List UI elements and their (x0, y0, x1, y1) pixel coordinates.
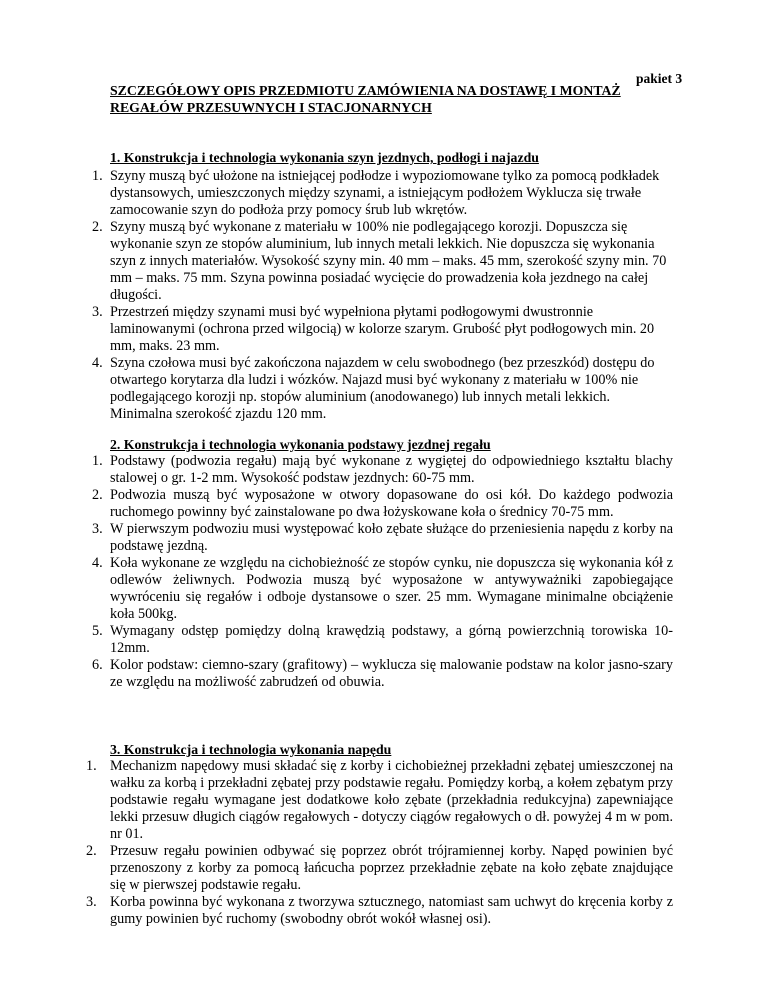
document-title: SZCZEGÓŁOWY OPIS PRZEDMIOTU ZAMÓWIENIA NA DOSTAWĘ I MONTAŻ REGAŁÓW PRZESUWNYCH I STACJONARNYCH (110, 83, 621, 115)
item-number: 2. (92, 487, 103, 503)
list-item (0, 168, 668, 219)
section-heading: 1. Konstrukcja i technologia wykonania szyn jezdnych, podłogi i najazdu (110, 150, 539, 165)
list-item (0, 657, 673, 691)
list-item (0, 521, 673, 555)
list-item (0, 453, 673, 487)
section-list (0, 758, 673, 928)
section-list (0, 453, 673, 691)
list-item (0, 355, 668, 423)
section-list (0, 168, 668, 423)
item-number: 1. (86, 758, 97, 774)
item-number: 2. (86, 843, 97, 859)
item-number: 6. (92, 657, 103, 673)
list-item (0, 304, 668, 355)
list-item (0, 843, 673, 894)
list-item (0, 487, 673, 521)
item-text: Przesuw regału powinien odbywać się poprzez obrót trójramiennej korby. Napęd powinien być przenoszony z korby za pomocą łańcucha poprzez przekładnie zębate na koło zębate znajdujące się w pierwszej podstawie regału. (110, 843, 673, 893)
item-text: W pierwszym podwoziu musi występować koło zębate służące do przeniesienia napędu z korby na podstawę jezdną. (110, 521, 673, 554)
item-text: Podstawy (podwozia regału) mają być wykonane z wygiętej do odpowiedniego kształtu blachy stalowej o gr. 1-2 mm. Wysokość podstaw jezdnych: 60-75 mm. (110, 453, 673, 486)
item-number: 5. (92, 623, 103, 639)
list-item (0, 758, 673, 843)
item-number: 3. (92, 304, 103, 320)
item-text: Koła wykonane ze względu na cichobieżność ze stopów cynku, nie dopuszcza się wykonania kół z odlewów żeliwnych. Podwozia muszą być wyposażone w antywyważniki zapobiegające wywróceniu się regałów i odboje dystansowe o szer. 25 mm. Wymagane minimalne obciążenie koła 500kg. (110, 555, 673, 622)
item-text: Korba powinna być wykonana z tworzywa sztucznego, natomiast sam uchwyt do kręcenia korby z gumy powinien być ruchomy (swobodny obrót wokół własnej osi). (110, 894, 673, 927)
item-text: Szyny muszą być wykonane z materiału w 100% nie podlegającego korozji. Dopuszcza się wykonanie szyn ze stopów aluminium, lub innych metali lekkich. Nie dopuszcza się wykonania szyn z innych materiałów. Wysokość szyny min. 40 mm – maks. 45 mm, szerokość szyny min. 70 mm – maks. 75 mm. Szyna powinna posiadać wycięcie do prowadzenia koła jezdnego na całej długości. (110, 219, 667, 303)
item-text: Podwozia muszą być wyposażone w otwory dopasowane do osi kół. Do każdego podwozia ruchomego powinny być zainstalowane po dwa łożyskowane koła o średnicy 70-75 mm. (110, 487, 673, 520)
section-heading: 2. Konstrukcja i technologia wykonania podstawy jezdnej regału (110, 437, 491, 452)
item-number: 3. (86, 894, 97, 910)
item-number: 2. (92, 219, 103, 235)
list-item (0, 219, 668, 304)
item-text: Mechanizm napędowy musi składać się z korby i cichobieżnej przekładni zębatej umieszczonej na wałku za korbą i przekładni zębatej przy podstawie regału. Pomiędzy korbą, a kołem zębatym przy podstawie regału wymagane jest dodatkowe koło zębate (przekładnia redukcyjna) zapewniające lekki przesuw długich ciągów regałowych - dotyczy ciągów regałowych o dł. powyżej 4 m w pom. nr 01. (110, 758, 673, 842)
list-item (0, 623, 673, 657)
item-text: Przestrzeń między szynami musi być wypełniona płytami podłogowymi dwustronnie laminowanymi (ochrona przed wilgocią) w kolorze szarym. Grubość płyt podłogowych min. 20 mm, maks. 23 mm. (110, 304, 655, 354)
list-item (0, 555, 673, 623)
item-text: Szyny muszą być ułożone na istniejącej podłodze i wypoziomowane tylko za pomocą podkładek dystansowych, umieszczonych między szynami, a istniejącym podłożem Wyklucza się trwałe zamocowanie szyn do podłoża przy pomocy śrub lub wkrętów. (110, 168, 660, 218)
item-text: Wymagany odstęp pomiędzy dolną krawędzią podstawy, a górną powierzchnią torowiska 10-12mm. (110, 623, 673, 656)
item-number: 4. (92, 555, 103, 571)
list-item (0, 894, 673, 928)
package-label: pakiet 3 (636, 71, 683, 86)
section-heading: 3. Konstrukcja i technologia wykonania napędu (110, 742, 392, 757)
item-number: 1. (92, 453, 103, 469)
item-text: Kolor podstaw: ciemno-szary (grafitowy) – wyklucza się malowanie podstaw na kolor jasno-szary ze względu na możliwość zabrudzeń od obuwia. (110, 657, 673, 690)
item-number: 3. (92, 521, 103, 537)
item-number: 1. (92, 168, 103, 184)
item-text: Szyna czołowa musi być zakończona najazdem w celu swobodnego (bez przeszkód) dostępu do otwartego korytarza dla ludzi i wózków. Najazd musi być wykonany z materiału w 100% nie podlegającego korozji np. stopów aluminium (anodowanego) lub innych metali lekkich. Minimalna szerokość zjazdu 120 mm. (110, 355, 655, 422)
item-number: 4. (92, 355, 103, 371)
